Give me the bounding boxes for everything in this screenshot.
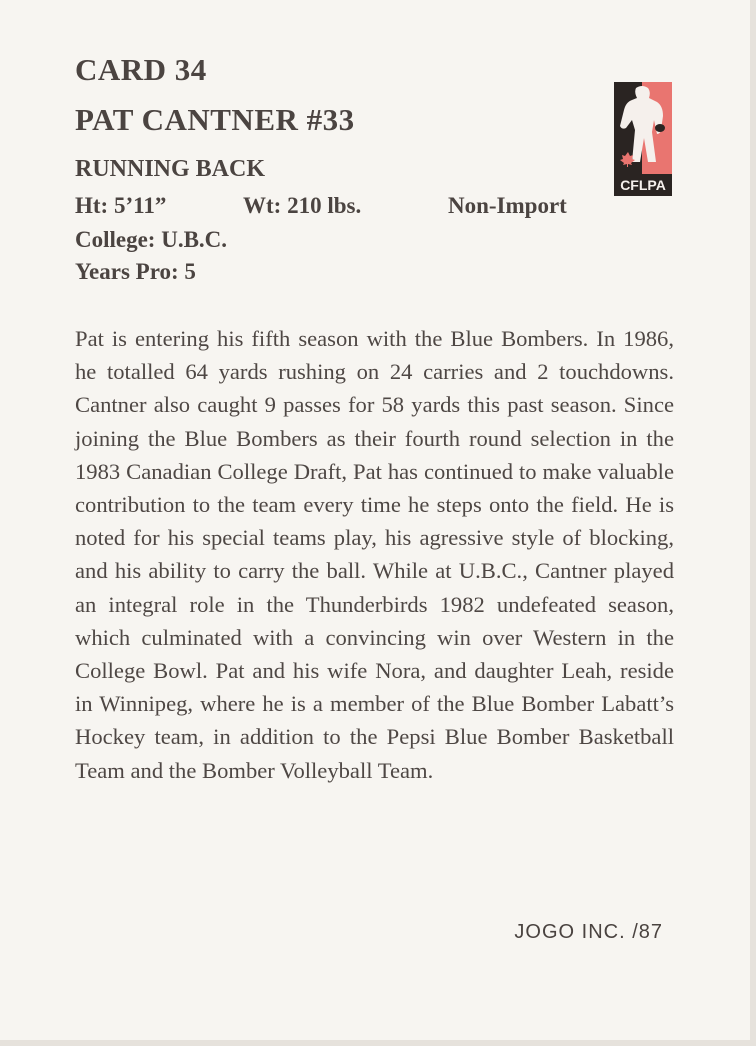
logo-text: CFLPA bbox=[620, 177, 666, 193]
cflpa-logo-icon bbox=[614, 82, 672, 196]
years-pro: Years Pro: 5 bbox=[75, 259, 196, 284]
player-biography: Pat is entering his fifth season with the Blue Bombers. In 1986, he totalled 64 yards rushing on 24 carries and 2 touchdowns. Cantner also caught 9 passes for 58 yards this past season. Since joining the Blue Bombers as their fourth round selection in the 1983 Canadian College Draft, Pat has continued to make valuable contribution to the team every time he steps onto the field. He is noted for his special teams play, his agressive style of blocking, and his ability to carry the ball. While at U.B.C., Cantner played an integral role in the Thunderbirds 1982 undefeated season, which culminated with a convincing win over Western in the College Bowl. Pat and his wife Nora, and daughter Leah, reside in Winnipeg, where he is a member of the Blue Bomber Labatt’s Hockey team, in addition to the Pepsi Blue Bomber Basketball Team and the Bomber Volleyball Team. bbox=[75, 326, 674, 783]
player-college: College: U.B.C. bbox=[75, 227, 228, 252]
player-position: RUNNING BACK bbox=[75, 156, 266, 182]
player-name: PAT CANTNER #33 bbox=[75, 102, 355, 137]
player-weight: Wt: 210 lbs. bbox=[243, 193, 362, 218]
copyright-notice: JOGO INC. /87 bbox=[514, 921, 663, 943]
card-number: CARD 34 bbox=[75, 52, 207, 87]
import-status: Non-Import bbox=[448, 193, 567, 218]
player-height: Ht: 5’11” bbox=[75, 193, 167, 218]
